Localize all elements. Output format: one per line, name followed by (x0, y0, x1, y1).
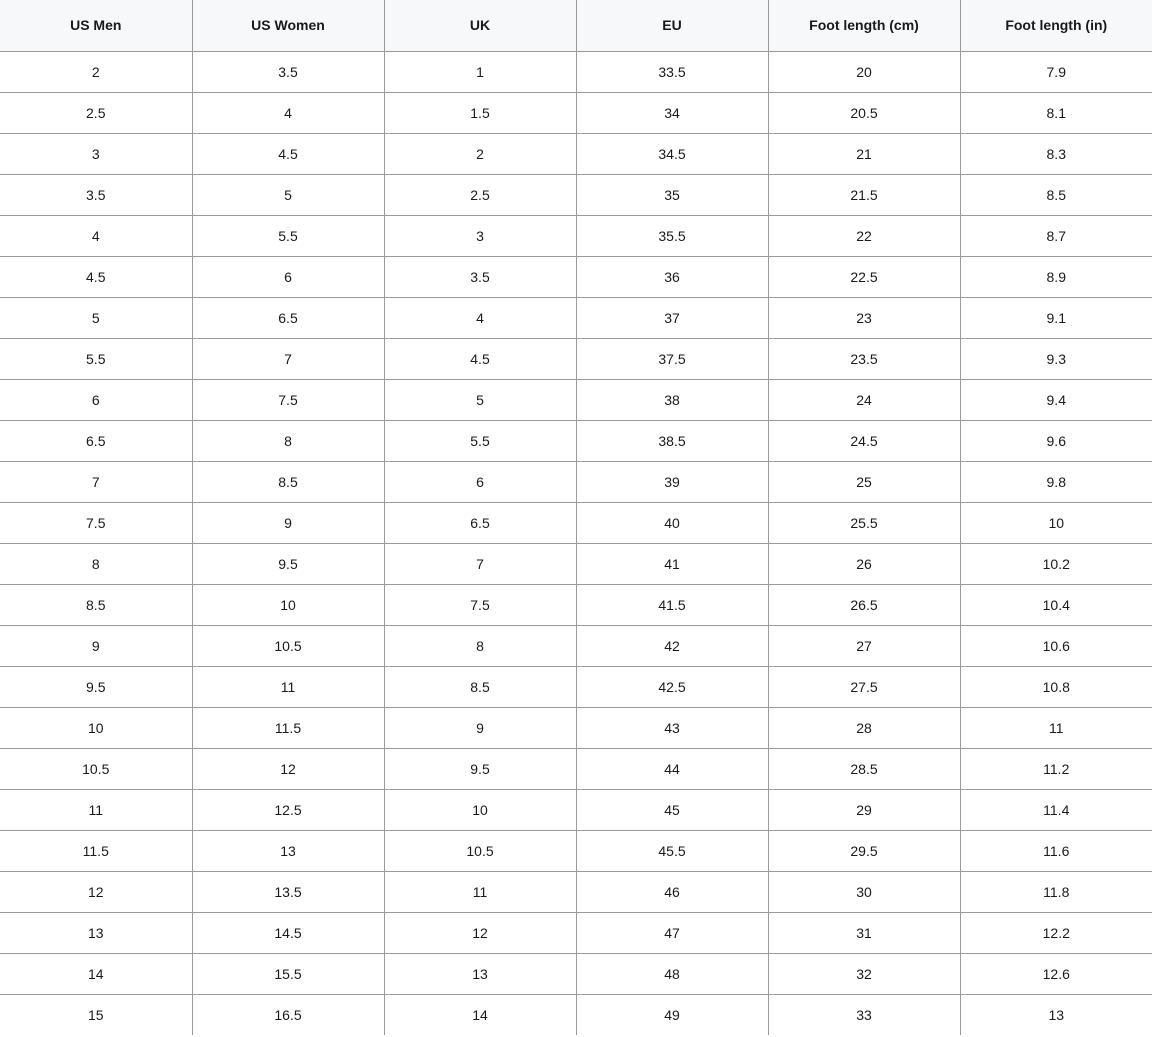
table-cell: 5.5 (192, 215, 384, 256)
table-cell: 13 (192, 830, 384, 871)
table-cell: 12.2 (960, 912, 1152, 953)
table-cell: 10.5 (192, 625, 384, 666)
table-cell: 1 (384, 51, 576, 92)
table-cell: 39 (576, 461, 768, 502)
table-cell: 8 (0, 543, 192, 584)
table-cell: 2.5 (0, 92, 192, 133)
table-cell: 8.5 (0, 584, 192, 625)
table-cell: 35.5 (576, 215, 768, 256)
table-cell: 7.5 (192, 379, 384, 420)
table-row (0, 338, 1152, 379)
table-cell: 24 (768, 379, 960, 420)
table-cell: 13 (0, 912, 192, 953)
table-cell: 41.5 (576, 584, 768, 625)
table-row (0, 92, 1152, 133)
table-cell: 1.5 (384, 92, 576, 133)
table-cell: 12 (384, 912, 576, 953)
table-row (0, 789, 1152, 830)
table-cell: 13 (960, 994, 1152, 1035)
table-cell: 32 (768, 953, 960, 994)
table-cell: 44 (576, 748, 768, 789)
table-cell: 9.5 (0, 666, 192, 707)
header-row (0, 0, 1152, 51)
table-cell: 5 (192, 174, 384, 215)
table-cell: 27.5 (768, 666, 960, 707)
table-cell: 38 (576, 379, 768, 420)
table-cell: 12.5 (192, 789, 384, 830)
table-cell: 10 (0, 707, 192, 748)
table-cell: 10.2 (960, 543, 1152, 584)
table-cell: 38.5 (576, 420, 768, 461)
table-cell: 31 (768, 912, 960, 953)
table-cell: 27 (768, 625, 960, 666)
table-cell: 15.5 (192, 953, 384, 994)
table-cell: 6.5 (0, 420, 192, 461)
table-cell: 13 (384, 953, 576, 994)
table-row (0, 133, 1152, 174)
table-cell: 45 (576, 789, 768, 830)
table-cell: 6.5 (192, 297, 384, 338)
table-row (0, 174, 1152, 215)
table-cell: 10 (192, 584, 384, 625)
table-cell: 9.5 (192, 543, 384, 584)
table-cell: 34.5 (576, 133, 768, 174)
table-cell: 10.4 (960, 584, 1152, 625)
table-cell: 40 (576, 502, 768, 543)
table-row (0, 707, 1152, 748)
table-cell: 4 (0, 215, 192, 256)
table-row (0, 625, 1152, 666)
table-cell: 29 (768, 789, 960, 830)
table-cell: 5.5 (384, 420, 576, 461)
table-cell: 8.5 (384, 666, 576, 707)
table-cell: 37 (576, 297, 768, 338)
table-cell: 11.5 (0, 830, 192, 871)
table-cell: 12 (192, 748, 384, 789)
table-cell: 22.5 (768, 256, 960, 297)
table-cell: 7 (192, 338, 384, 379)
table-cell: 7 (0, 461, 192, 502)
table-row (0, 502, 1152, 543)
table-cell: 42.5 (576, 666, 768, 707)
column-header-uk: UK (384, 0, 576, 51)
table-cell: 48 (576, 953, 768, 994)
table-cell: 10.8 (960, 666, 1152, 707)
table-cell: 21.5 (768, 174, 960, 215)
table-row (0, 461, 1152, 502)
table-cell: 28 (768, 707, 960, 748)
table-cell: 21 (768, 133, 960, 174)
table-row (0, 953, 1152, 994)
table-row (0, 420, 1152, 461)
table-cell: 24.5 (768, 420, 960, 461)
table-cell: 11.2 (960, 748, 1152, 789)
table-cell: 2 (0, 51, 192, 92)
table-cell: 33 (768, 994, 960, 1035)
table-row (0, 584, 1152, 625)
table-cell: 35 (576, 174, 768, 215)
table-cell: 8.1 (960, 92, 1152, 133)
table-row (0, 297, 1152, 338)
table-cell: 49 (576, 994, 768, 1035)
table-cell: 26.5 (768, 584, 960, 625)
table-cell: 11.8 (960, 871, 1152, 912)
column-header-foot-length-in: Foot length (in) (960, 0, 1152, 51)
table-cell: 22 (768, 215, 960, 256)
table-cell: 13.5 (192, 871, 384, 912)
table-row (0, 543, 1152, 584)
table-cell: 30 (768, 871, 960, 912)
table-cell: 11 (384, 871, 576, 912)
table-cell: 11.6 (960, 830, 1152, 871)
table-cell: 10 (960, 502, 1152, 543)
table-row (0, 379, 1152, 420)
table-cell: 6 (0, 379, 192, 420)
table-row (0, 51, 1152, 92)
table-row (0, 830, 1152, 871)
table-cell: 10 (384, 789, 576, 830)
table-cell: 4.5 (384, 338, 576, 379)
table-cell: 36 (576, 256, 768, 297)
table-cell: 5.5 (0, 338, 192, 379)
table-header (0, 0, 1152, 51)
table-cell: 8.3 (960, 133, 1152, 174)
table-cell: 7 (384, 543, 576, 584)
table-cell: 29.5 (768, 830, 960, 871)
table-cell: 14 (0, 953, 192, 994)
table-cell: 14.5 (192, 912, 384, 953)
table-cell: 9 (384, 707, 576, 748)
table-cell: 8.5 (192, 461, 384, 502)
table-cell: 3.5 (384, 256, 576, 297)
table-cell: 11.4 (960, 789, 1152, 830)
table-cell: 7.9 (960, 51, 1152, 92)
table-cell: 8 (384, 625, 576, 666)
table-cell: 3 (384, 215, 576, 256)
table-cell: 8.7 (960, 215, 1152, 256)
column-header-us-men: US Men (0, 0, 192, 51)
table-row (0, 912, 1152, 953)
table-row (0, 994, 1152, 1035)
table-cell: 7.5 (0, 502, 192, 543)
table-cell: 9.8 (960, 461, 1152, 502)
table-row (0, 871, 1152, 912)
table-cell: 9.5 (384, 748, 576, 789)
table-cell: 33.5 (576, 51, 768, 92)
table-cell: 43 (576, 707, 768, 748)
table-cell: 8.9 (960, 256, 1152, 297)
table-cell: 25.5 (768, 502, 960, 543)
table-cell: 9.4 (960, 379, 1152, 420)
table-cell: 10.5 (384, 830, 576, 871)
table-cell: 6 (192, 256, 384, 297)
table-cell: 4.5 (0, 256, 192, 297)
table-cell: 12 (0, 871, 192, 912)
table-cell: 9.1 (960, 297, 1152, 338)
table-cell: 2.5 (384, 174, 576, 215)
table-cell: 34 (576, 92, 768, 133)
table-cell: 12.6 (960, 953, 1152, 994)
table-cell: 9.3 (960, 338, 1152, 379)
table-cell: 14 (384, 994, 576, 1035)
table-cell: 11 (0, 789, 192, 830)
table-cell: 25 (768, 461, 960, 502)
table-cell: 16.5 (192, 994, 384, 1035)
table-cell: 11.5 (192, 707, 384, 748)
table-cell: 42 (576, 625, 768, 666)
table-cell: 6 (384, 461, 576, 502)
column-header-us-women: US Women (192, 0, 384, 51)
table-cell: 23.5 (768, 338, 960, 379)
table-cell: 47 (576, 912, 768, 953)
table-cell: 3 (0, 133, 192, 174)
table-cell: 7.5 (384, 584, 576, 625)
table-cell: 9 (192, 502, 384, 543)
table-cell: 5 (384, 379, 576, 420)
table-cell: 10.6 (960, 625, 1152, 666)
table-cell: 8.5 (960, 174, 1152, 215)
table-cell: 8 (192, 420, 384, 461)
column-header-foot-length-cm: Foot length (cm) (768, 0, 960, 51)
table-cell: 28.5 (768, 748, 960, 789)
table-cell: 11 (192, 666, 384, 707)
table-row (0, 666, 1152, 707)
table-cell: 20.5 (768, 92, 960, 133)
table-cell: 2 (384, 133, 576, 174)
table-cell: 26 (768, 543, 960, 584)
table-cell: 4.5 (192, 133, 384, 174)
table-cell: 41 (576, 543, 768, 584)
table-cell: 5 (0, 297, 192, 338)
table-cell: 46 (576, 871, 768, 912)
table-cell: 6.5 (384, 502, 576, 543)
size-table-body (0, 51, 1152, 1035)
table-cell: 37.5 (576, 338, 768, 379)
table-cell: 23 (768, 297, 960, 338)
column-header-eu: EU (576, 0, 768, 51)
table-cell: 20 (768, 51, 960, 92)
table-cell: 9 (0, 625, 192, 666)
table-cell: 3.5 (0, 174, 192, 215)
table-cell: 4 (384, 297, 576, 338)
table-cell: 45.5 (576, 830, 768, 871)
table-cell: 3.5 (192, 51, 384, 92)
table-cell: 11 (960, 707, 1152, 748)
table-cell: 10.5 (0, 748, 192, 789)
table-row (0, 748, 1152, 789)
table-row (0, 215, 1152, 256)
table-cell: 15 (0, 994, 192, 1035)
table-cell: 9.6 (960, 420, 1152, 461)
table-cell: 4 (192, 92, 384, 133)
table-row (0, 256, 1152, 297)
